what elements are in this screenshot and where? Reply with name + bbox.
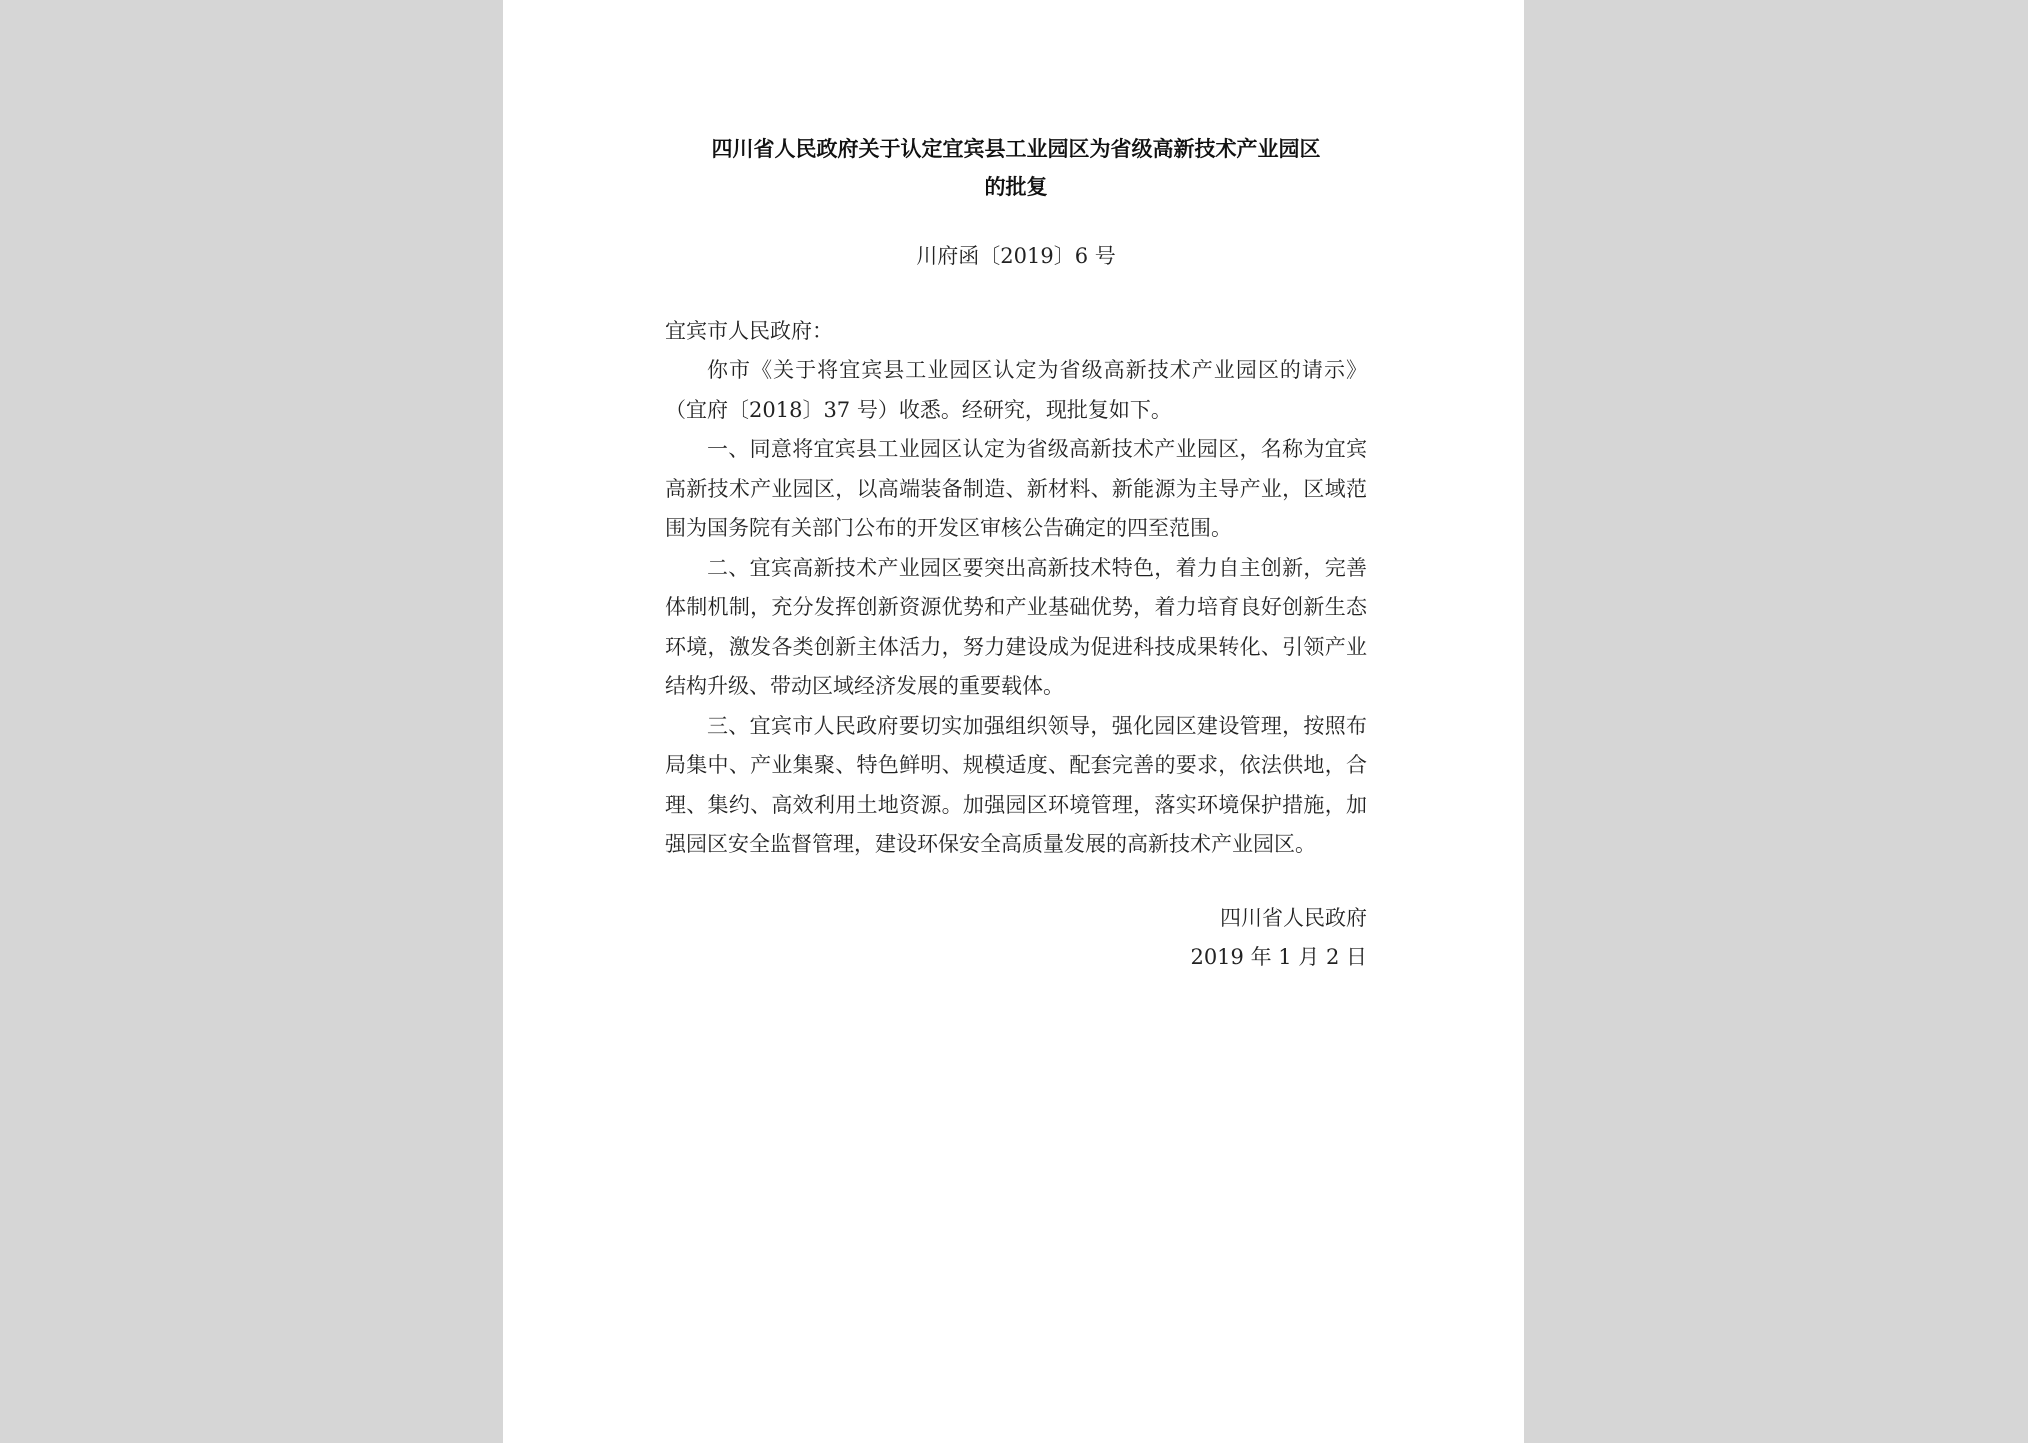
document-title-line-2: 的批复 — [984, 175, 1048, 199]
paragraph-item-2: 二、宜宾高新技术产业园区要突出高新技术特色，着力自主创新，完善体制机制，充分发挥创新资源优势和产业基础优势，着力培育良好创新生态环境，激发各类创新主体活力，努力建设成为促进科技成果转化、引领产业结构升级、带动区域经济发展的重要载体。 — [665, 555, 1367, 698]
paragraph-item-1: 一、同意将宜宾县工业园区认定为省级高新技术产业园区，名称为宜宾高新技术产业园区，以高端装备制造、新材料、新能源为主导产业，区域范围为国务院有关部门公布的开发区审核公告确定的四至范围。 — [665, 437, 1367, 540]
signature-organization: 四川省人民政府 — [1220, 905, 1367, 930]
signature-block — [665, 899, 1367, 977]
document-number: 川府函〔2019〕6 号 — [916, 244, 1116, 268]
addressee: 宜宾市人民政府： — [665, 319, 833, 343]
document-title-line-1: 四川省人民政府关于认定宜宾县工业园区为省级高新技术产业园区 — [711, 137, 1321, 161]
paragraph-item-3: 三、宜宾市人民政府要切实加强组织领导，强化园区建设管理，按照布局集中、产业集聚、特色鲜明、规模适度、配套完善的要求，依法供地，合理、集约、高效利用土地资源。加强园区环境管理，落实环境保护措施，加强园区安全监督管理，建设环保安全高质量发展的高新技术产业园区。 — [665, 713, 1367, 856]
paragraph-intro: 你市《关于将宜宾县工业园区认定为省级高新技术产业园区的请示》（宜府〔2018〕37 号）收悉。经研究，现批复如下。 — [665, 358, 1367, 422]
document-page — [503, 0, 1524, 1443]
signature-date: 2019 年 1 月 2 日 — [1190, 944, 1367, 969]
document-title — [665, 130, 1367, 206]
document-content — [665, 130, 1367, 977]
